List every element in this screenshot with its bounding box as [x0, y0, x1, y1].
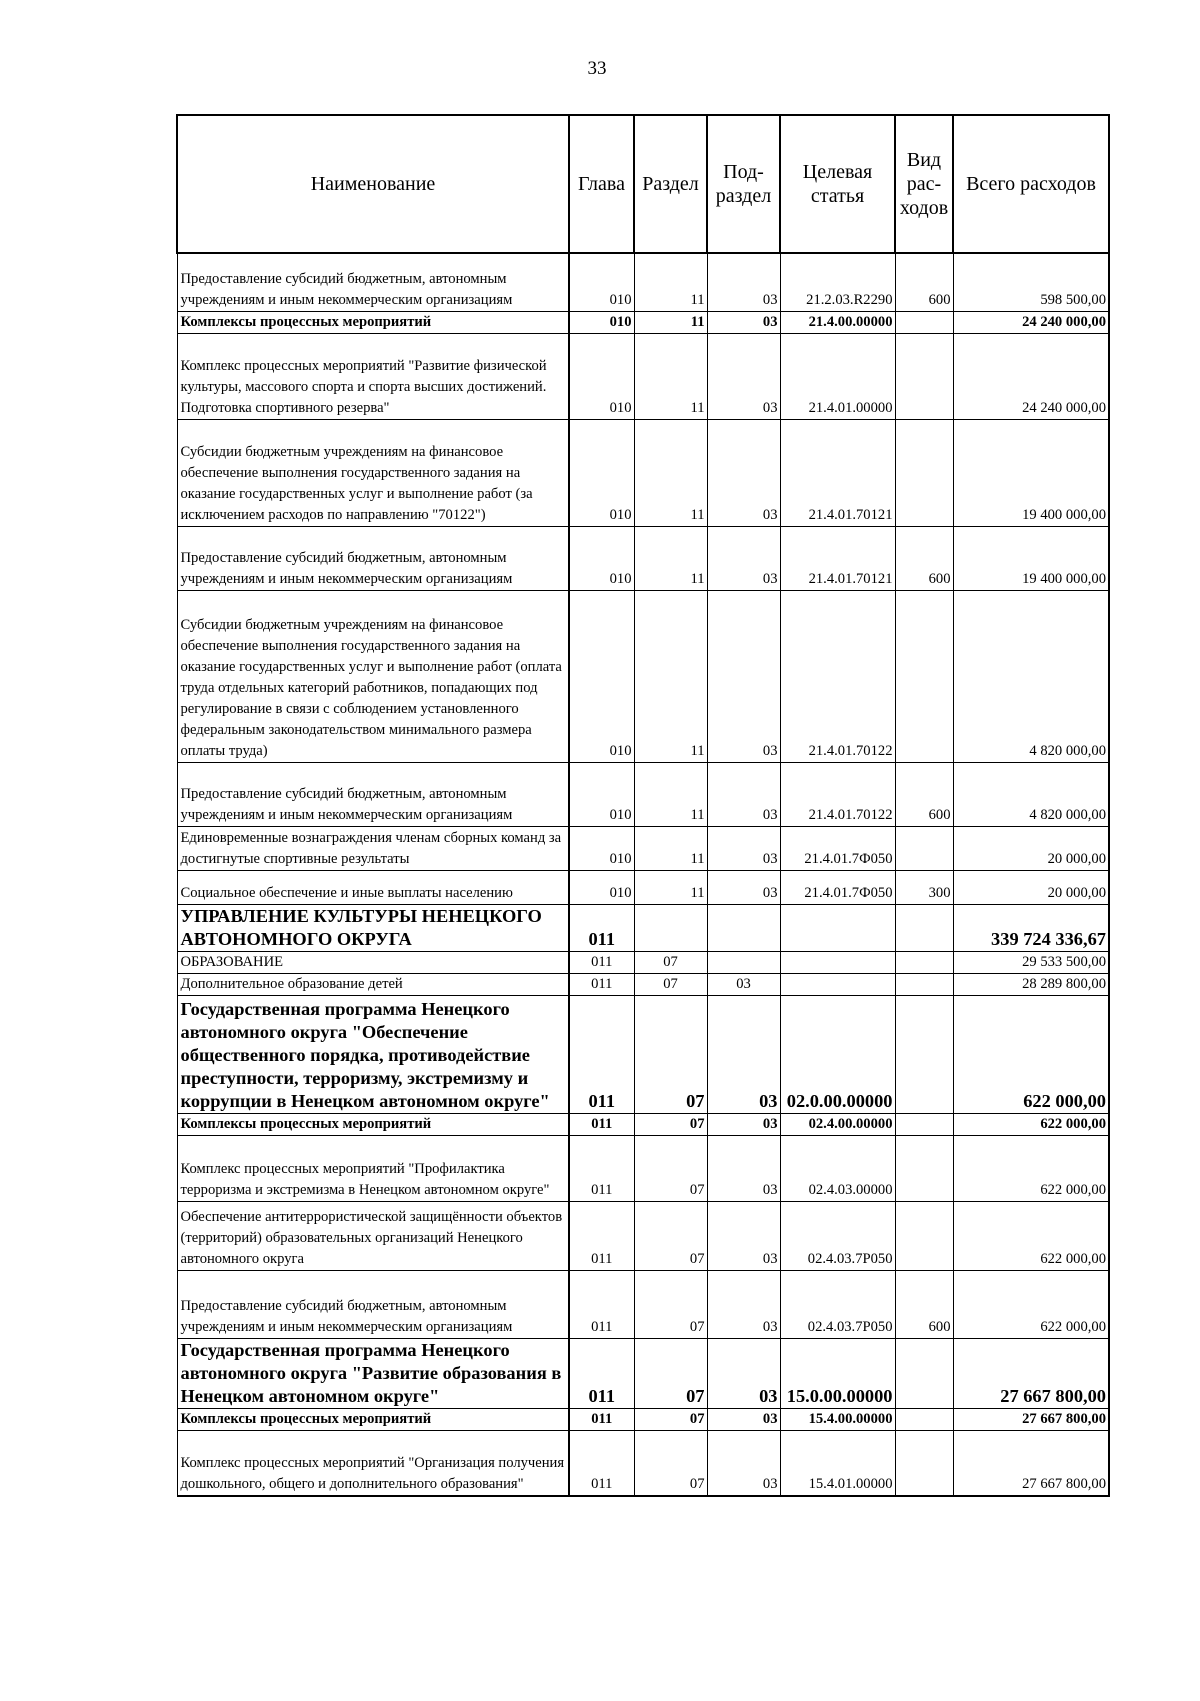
- cell-vid: [895, 590, 953, 762]
- cell-name: Дополнительное образование детей: [177, 973, 569, 995]
- cell-podrazdel: 03: [707, 762, 780, 826]
- cell-name: УПРАВЛЕНИЕ КУЛЬТУРЫ НЕНЕЦКОГО АВТОНОМНОГО ОКРУГА: [177, 904, 569, 951]
- cell-vid: 600: [895, 253, 953, 311]
- cell-vid: [895, 1408, 953, 1430]
- table-row: [177, 419, 1109, 526]
- cell-podrazdel: 03: [707, 826, 780, 870]
- table-row: [177, 1408, 1109, 1430]
- cell-name: ОБРАЗОВАНИЕ: [177, 951, 569, 973]
- cell-statya: 21.4.01.00000: [780, 333, 895, 419]
- cell-total: 622 000,00: [953, 995, 1109, 1113]
- cell-total: 20 000,00: [953, 870, 1109, 904]
- table-row: [177, 1113, 1109, 1135]
- cell-podrazdel: 03: [707, 1135, 780, 1201]
- cell-razdel: 11: [634, 590, 707, 762]
- cell-razdel: 07: [634, 1135, 707, 1201]
- cell-vid: [895, 826, 953, 870]
- cell-statya: 02.4.00.00000: [780, 1113, 895, 1135]
- cell-total: 339 724 336,67: [953, 904, 1109, 951]
- cell-total: 622 000,00: [953, 1135, 1109, 1201]
- cell-glava: 011: [569, 1408, 634, 1430]
- cell-podrazdel: 03: [707, 590, 780, 762]
- table-row: [177, 973, 1109, 995]
- cell-glava: 011: [569, 951, 634, 973]
- cell-podrazdel: 03: [707, 1338, 780, 1408]
- cell-vid: 600: [895, 1270, 953, 1338]
- cell-podrazdel: 03: [707, 1113, 780, 1135]
- cell-statya: 21.4.01.70121: [780, 419, 895, 526]
- cell-razdel: 11: [634, 333, 707, 419]
- cell-vid: [895, 419, 953, 526]
- cell-podrazdel: 03: [707, 253, 780, 311]
- cell-glava: 011: [569, 1270, 634, 1338]
- cell-vid: [895, 311, 953, 333]
- table-row: [177, 1201, 1109, 1270]
- cell-podrazdel: 03: [707, 419, 780, 526]
- cell-razdel: [634, 904, 707, 951]
- cell-glava: 010: [569, 526, 634, 590]
- cell-glava: 011: [569, 1113, 634, 1135]
- table-header-row: [177, 115, 1109, 253]
- cell-vid: [895, 973, 953, 995]
- cell-razdel: 11: [634, 253, 707, 311]
- cell-vid: [895, 1201, 953, 1270]
- table-row: [177, 526, 1109, 590]
- cell-razdel: 11: [634, 762, 707, 826]
- cell-statya: 21.4.01.70122: [780, 590, 895, 762]
- cell-statya: 02.4.03.00000: [780, 1135, 895, 1201]
- cell-statya: 02.0.00.00000: [780, 995, 895, 1113]
- cell-razdel: 07: [634, 995, 707, 1113]
- cell-statya: 21.4.01.70122: [780, 762, 895, 826]
- cell-name: Субсидии бюджетным учреждениям на финансовое обеспечение выполнения государственного задания на оказание государственных услуг и выполнение работ (за исключением расходов по направлению "70122"): [177, 419, 569, 526]
- cell-name: Предоставление субсидий бюджетным, автономным учреждениям и иным некоммерческим организациям: [177, 1270, 569, 1338]
- cell-name: Комплекс процессных мероприятий "Профилактика терроризма и экстремизма в Ненецком автономном округе": [177, 1135, 569, 1201]
- cell-vid: [895, 1113, 953, 1135]
- cell-name: Комплексы процессных мероприятий: [177, 1408, 569, 1430]
- cell-total: 28 289 800,00: [953, 973, 1109, 995]
- cell-vid: [895, 995, 953, 1113]
- cell-name: Обеспечение антитеррористической защищённости объектов (территорий) образовательных организаций Ненецкого автономного округа: [177, 1201, 569, 1270]
- cell-glava: 010: [569, 253, 634, 311]
- table-row: [177, 995, 1109, 1113]
- cell-glava: 010: [569, 762, 634, 826]
- cell-vid: [895, 333, 953, 419]
- cell-razdel: 07: [634, 1270, 707, 1338]
- cell-total: 622 000,00: [953, 1113, 1109, 1135]
- cell-total: 622 000,00: [953, 1270, 1109, 1338]
- cell-podrazdel: 03: [707, 333, 780, 419]
- budget-table: [176, 114, 1110, 1497]
- cell-glava: 011: [569, 973, 634, 995]
- cell-podrazdel: 03: [707, 870, 780, 904]
- cell-vid: 600: [895, 762, 953, 826]
- header-razdel: Раздел: [634, 115, 707, 253]
- cell-razdel: 11: [634, 419, 707, 526]
- cell-glava: 011: [569, 1430, 634, 1496]
- cell-statya: 02.4.03.7Р050: [780, 1201, 895, 1270]
- table-row: [177, 1338, 1109, 1408]
- cell-razdel: 07: [634, 951, 707, 973]
- cell-podrazdel: 03: [707, 1408, 780, 1430]
- header-vid: Вид рас-ходов: [895, 115, 953, 253]
- table-row: [177, 333, 1109, 419]
- cell-vid: [895, 1430, 953, 1496]
- cell-statya: 15.4.01.00000: [780, 1430, 895, 1496]
- cell-podrazdel: [707, 904, 780, 951]
- cell-total: 19 400 000,00: [953, 526, 1109, 590]
- page-number: 33: [587, 58, 607, 79]
- cell-total: 4 820 000,00: [953, 762, 1109, 826]
- cell-podrazdel: 03: [707, 1270, 780, 1338]
- cell-podrazdel: 03: [707, 311, 780, 333]
- cell-statya: 15.0.00.00000: [780, 1338, 895, 1408]
- cell-name: Комплексы процессных мероприятий: [177, 1113, 569, 1135]
- cell-statya: 21.4.01.70121: [780, 526, 895, 590]
- cell-total: 4 820 000,00: [953, 590, 1109, 762]
- cell-razdel: 11: [634, 870, 707, 904]
- cell-glava: 011: [569, 1338, 634, 1408]
- cell-name: Комплекс процессных мероприятий "Организация получения дошкольного, общего и дополнительного образования": [177, 1430, 569, 1496]
- cell-glava: 011: [569, 995, 634, 1113]
- cell-total: 20 000,00: [953, 826, 1109, 870]
- cell-statya: 21.4.01.7Ф050: [780, 826, 895, 870]
- cell-glava: 010: [569, 590, 634, 762]
- table-row: [177, 904, 1109, 951]
- cell-glava: 011: [569, 1201, 634, 1270]
- cell-statya: 02.4.03.7Р050: [780, 1270, 895, 1338]
- cell-name: Комплексы процессных мероприятий: [177, 311, 569, 333]
- cell-name: Предоставление субсидий бюджетным, автономным учреждениям и иным некоммерческим организациям: [177, 526, 569, 590]
- cell-statya: 21.2.03.R2290: [780, 253, 895, 311]
- table-row: [177, 590, 1109, 762]
- cell-razdel: 07: [634, 1408, 707, 1430]
- cell-podrazdel: 03: [707, 1430, 780, 1496]
- cell-total: 598 500,00: [953, 253, 1109, 311]
- cell-glava: 010: [569, 311, 634, 333]
- header-total: Всего расходов: [953, 115, 1109, 253]
- table-row: [177, 1430, 1109, 1496]
- header-statya: Целевая статья: [780, 115, 895, 253]
- cell-razdel: 11: [634, 826, 707, 870]
- cell-glava: 011: [569, 904, 634, 951]
- cell-name: Комплекс процессных мероприятий "Развитие физической культуры, массового спорта и спорта высших достижений. Подготовка спортивного резерва": [177, 333, 569, 419]
- cell-total: 24 240 000,00: [953, 311, 1109, 333]
- cell-statya: 15.4.00.00000: [780, 1408, 895, 1430]
- cell-vid: 300: [895, 870, 953, 904]
- header-glava: Глава: [569, 115, 634, 253]
- cell-total: 27 667 800,00: [953, 1408, 1109, 1430]
- cell-razdel: 07: [634, 1430, 707, 1496]
- cell-name: Предоставление субсидий бюджетным, автономным учреждениям и иным некоммерческим организациям: [177, 762, 569, 826]
- cell-vid: [895, 1338, 953, 1408]
- cell-vid: [895, 951, 953, 973]
- table-row: [177, 951, 1109, 973]
- cell-name: Социальное обеспечение и иные выплаты населению: [177, 870, 569, 904]
- cell-glava: 010: [569, 333, 634, 419]
- cell-statya: [780, 951, 895, 973]
- cell-podrazdel: 03: [707, 973, 780, 995]
- cell-podrazdel: [707, 951, 780, 973]
- cell-podrazdel: 03: [707, 526, 780, 590]
- cell-podrazdel: 03: [707, 1201, 780, 1270]
- cell-name: Единовременные вознаграждения членам сборных команд за достигнутые спортивные результаты: [177, 826, 569, 870]
- table-row: [177, 826, 1109, 870]
- cell-glava: 010: [569, 870, 634, 904]
- cell-statya: [780, 904, 895, 951]
- cell-razdel: 07: [634, 1201, 707, 1270]
- header-podrazdel: Под-раздел: [707, 115, 780, 253]
- cell-name: Государственная программа Ненецкого автономного округа "Обеспечение общественного порядка, противодействие преступности, терроризму, экстремизму и коррупции в Ненецком автономном округе": [177, 995, 569, 1113]
- cell-razdel: 07: [634, 1113, 707, 1135]
- cell-glava: 010: [569, 826, 634, 870]
- cell-total: 622 000,00: [953, 1201, 1109, 1270]
- table-row: [177, 311, 1109, 333]
- cell-razdel: 11: [634, 526, 707, 590]
- cell-podrazdel: 03: [707, 995, 780, 1113]
- cell-vid: 600: [895, 526, 953, 590]
- cell-vid: [895, 904, 953, 951]
- cell-name: Предоставление субсидий бюджетным, автономным учреждениям и иным некоммерческим организациям: [177, 253, 569, 311]
- table-row: [177, 1270, 1109, 1338]
- cell-razdel: 07: [634, 973, 707, 995]
- cell-glava: 010: [569, 419, 634, 526]
- cell-total: 27 667 800,00: [953, 1338, 1109, 1408]
- cell-name: Субсидии бюджетным учреждениям на финансовое обеспечение выполнения государственного задания на оказание государственных услуг и выполнение работ (оплата труда отдельных категорий работников, попадающих под регулирование в связи с соблюдением установленного федеральным законодательством минимального размера оплаты труда): [177, 590, 569, 762]
- cell-total: 24 240 000,00: [953, 333, 1109, 419]
- cell-razdel: 07: [634, 1338, 707, 1408]
- cell-total: 19 400 000,00: [953, 419, 1109, 526]
- cell-name: Государственная программа Ненецкого автономного округа "Развитие образования в Ненецком автономном округе": [177, 1338, 569, 1408]
- table-row: [177, 870, 1109, 904]
- header-name: Наименование: [177, 115, 569, 253]
- cell-vid: [895, 1135, 953, 1201]
- cell-statya: 21.4.00.00000: [780, 311, 895, 333]
- table-row: [177, 1135, 1109, 1201]
- cell-total: 29 533 500,00: [953, 951, 1109, 973]
- table-row: [177, 762, 1109, 826]
- cell-razdel: 11: [634, 311, 707, 333]
- cell-glava: 011: [569, 1135, 634, 1201]
- cell-statya: 21.4.01.7Ф050: [780, 870, 895, 904]
- cell-total: 27 667 800,00: [953, 1430, 1109, 1496]
- cell-statya: [780, 973, 895, 995]
- table-row: [177, 253, 1109, 311]
